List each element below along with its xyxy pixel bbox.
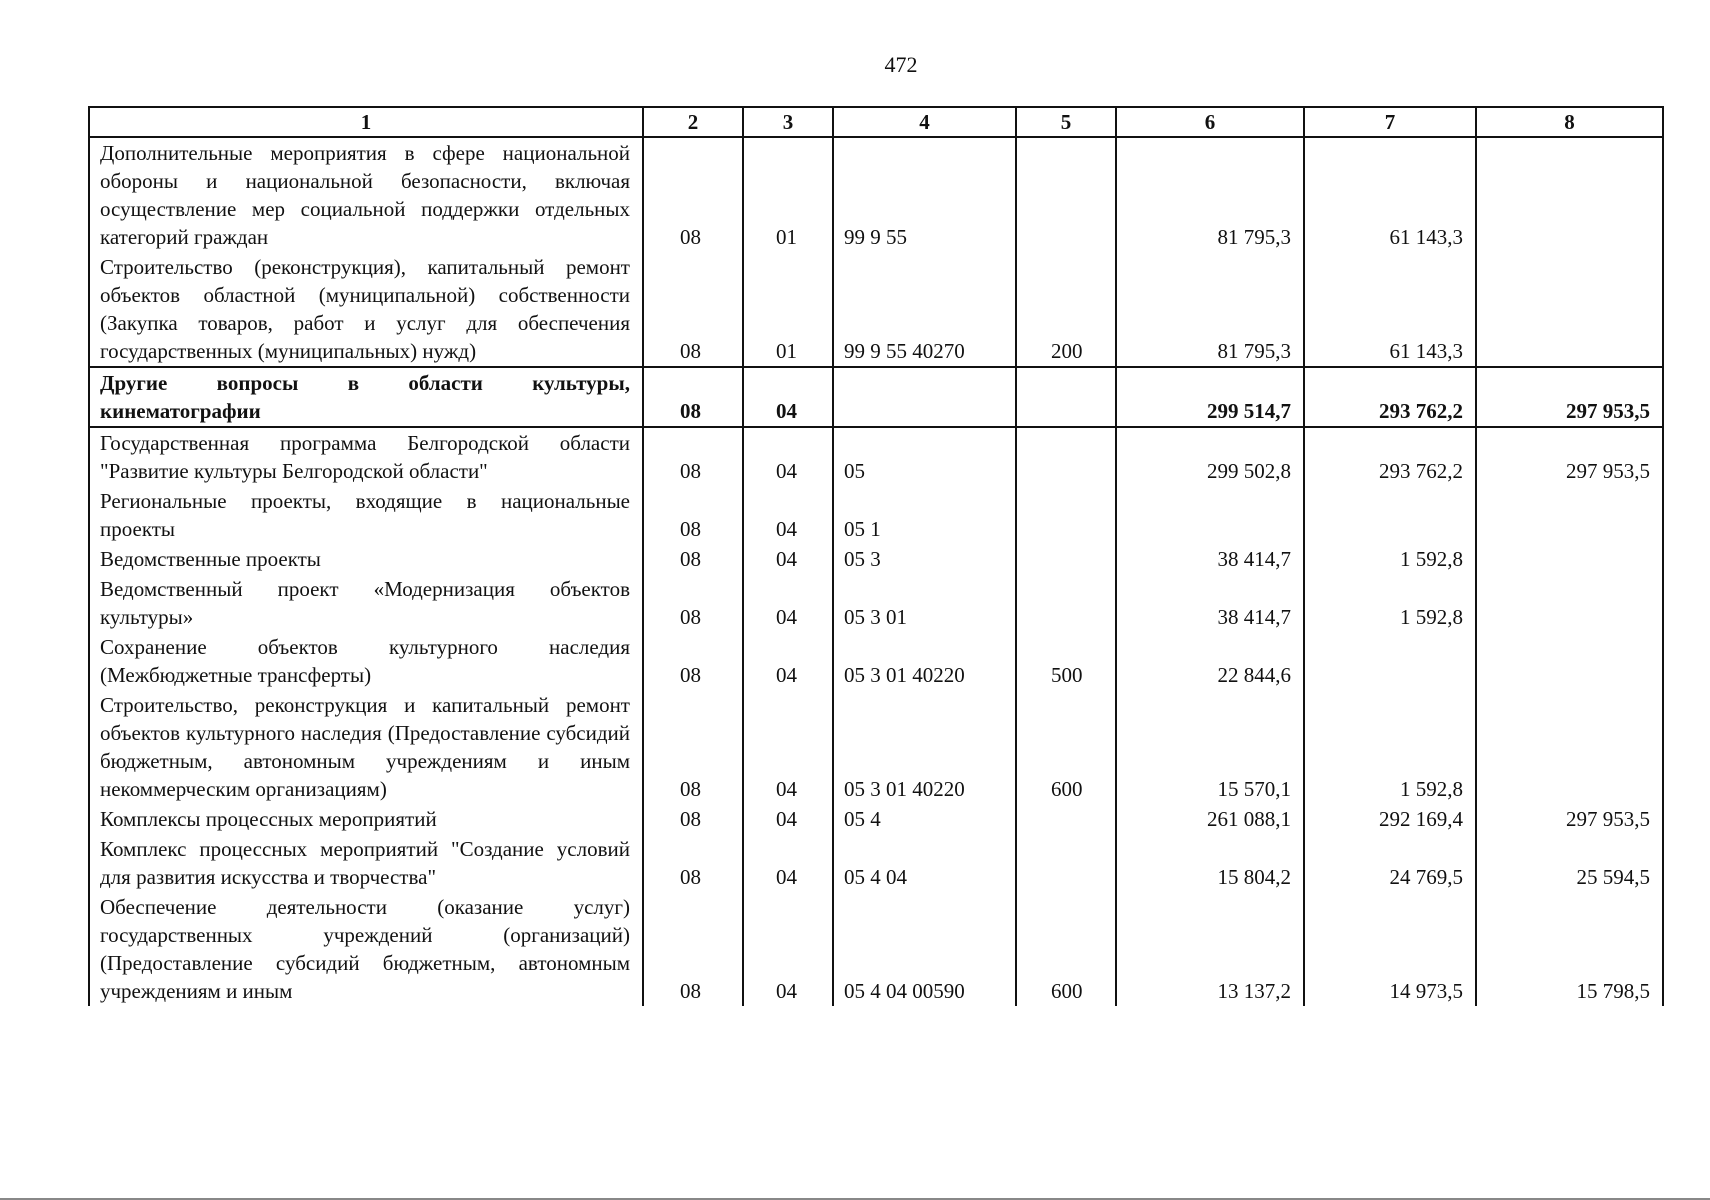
row-name: Сохранение объектов культурного наследия (Межбюджетные трансферты) bbox=[89, 632, 643, 690]
row-name-line1 bbox=[100, 369, 630, 397]
budget-table bbox=[88, 106, 1664, 1006]
row-amount-8: 297 953,5 bbox=[1476, 804, 1663, 834]
row-amount-6 bbox=[1116, 486, 1304, 544]
row-section: 08 bbox=[643, 367, 743, 427]
row-subsection: 04 bbox=[743, 544, 833, 574]
row-subsection: 04 bbox=[743, 427, 833, 486]
subtotal-word: в bbox=[347, 371, 360, 395]
row-section: 08 bbox=[643, 574, 743, 632]
row-expense-type bbox=[1016, 574, 1116, 632]
row-section: 08 bbox=[643, 892, 743, 1006]
row-name: Региональные проекты, входящие в национальные проекты bbox=[89, 486, 643, 544]
row-amount-6: 13 137,2 bbox=[1116, 892, 1304, 1006]
row-section: 08 bbox=[643, 252, 743, 367]
row-amount-7: 293 762,2 bbox=[1304, 427, 1476, 486]
row-subsection: 04 bbox=[743, 690, 833, 804]
row-amount-8: 297 953,5 bbox=[1476, 427, 1663, 486]
row-amount-6: 38 414,7 bbox=[1116, 574, 1304, 632]
row-name: Строительство, реконструкция и капитальный ремонт объектов культурного наследия (Предоставление субсидий бюджетным, автономным учреждениям и иным некоммерческим организациям) bbox=[89, 690, 643, 804]
row-name: Обеспечение деятельности (оказание услуг) государственных учреждений (организаций) (Предоставление субсидий бюджетным, автономным учреждениям и иным bbox=[89, 892, 643, 1006]
row-target-code: 99 9 55 40270 bbox=[833, 252, 1016, 367]
row-amount-6: 261 088,1 bbox=[1116, 804, 1304, 834]
col-header-1: 1 bbox=[89, 107, 643, 137]
row-subsection: 01 bbox=[743, 252, 833, 367]
row-amount-6: 38 414,7 bbox=[1116, 544, 1304, 574]
row-subsection: 04 bbox=[743, 574, 833, 632]
row-amount-8 bbox=[1476, 137, 1663, 252]
table-row bbox=[89, 544, 1663, 574]
row-target-code: 05 3 01 40220 bbox=[833, 690, 1016, 804]
row-subsection: 04 bbox=[743, 804, 833, 834]
row-target-code: 99 9 55 bbox=[833, 137, 1016, 252]
row-amount-7: 24 769,5 bbox=[1304, 834, 1476, 892]
row-amount-7 bbox=[1304, 486, 1476, 544]
row-expense-type: 200 bbox=[1016, 252, 1116, 367]
row-amount-7: 293 762,2 bbox=[1304, 367, 1476, 427]
row-amount-7: 1 592,8 bbox=[1304, 544, 1476, 574]
row-name: Строительство (реконструкция), капитальный ремонт объектов областной (муниципальной) собственности (Закупка товаров, работ и услуг для обеспечения государственных (муниципальных) нужд) bbox=[89, 252, 643, 367]
row-name: Ведомственные проекты bbox=[89, 544, 643, 574]
row-amount-6: 22 844,6 bbox=[1116, 632, 1304, 690]
row-amount-7: 61 143,3 bbox=[1304, 252, 1476, 367]
table-row bbox=[89, 804, 1663, 834]
row-subsection: 04 bbox=[743, 632, 833, 690]
header-row bbox=[89, 107, 1663, 137]
table-row bbox=[89, 486, 1663, 544]
row-amount-6: 15 804,2 bbox=[1116, 834, 1304, 892]
col-header-3: 3 bbox=[743, 107, 833, 137]
table-row bbox=[89, 834, 1663, 892]
col-header-5: 5 bbox=[1016, 107, 1116, 137]
row-expense-type bbox=[1016, 427, 1116, 486]
row-amount-7: 292 169,4 bbox=[1304, 804, 1476, 834]
page-number: 472 bbox=[884, 52, 918, 77]
row-subsection: 04 bbox=[743, 486, 833, 544]
row-name: Дополнительные мероприятия в сфере национальной обороны и национальной безопасности, включая осуществление мер социальной поддержки отдельных категорий граждан bbox=[89, 137, 643, 252]
row-amount-6: 81 795,3 bbox=[1116, 137, 1304, 252]
col-header-7: 7 bbox=[1304, 107, 1476, 137]
table-row bbox=[89, 427, 1663, 486]
row-section: 08 bbox=[643, 427, 743, 486]
subtotal-word: вопросы bbox=[216, 371, 299, 395]
row-target-code: 05 4 04 00590 bbox=[833, 892, 1016, 1006]
row-expense-type bbox=[1016, 486, 1116, 544]
row-target-code: 05 1 bbox=[833, 486, 1016, 544]
table-row bbox=[89, 892, 1663, 1006]
row-section: 08 bbox=[643, 804, 743, 834]
row-expense-type: 500 bbox=[1016, 632, 1116, 690]
table-row bbox=[89, 252, 1663, 367]
row-amount-8: 297 953,5 bbox=[1476, 367, 1663, 427]
row-target-code: 05 3 01 bbox=[833, 574, 1016, 632]
row-target-code bbox=[833, 367, 1016, 427]
col-header-2: 2 bbox=[643, 107, 743, 137]
row-expense-type bbox=[1016, 834, 1116, 892]
row-expense-type bbox=[1016, 804, 1116, 834]
row-amount-8 bbox=[1476, 252, 1663, 367]
row-section: 08 bbox=[643, 544, 743, 574]
row-target-code: 05 3 01 40220 bbox=[833, 632, 1016, 690]
row-expense-type bbox=[1016, 544, 1116, 574]
col-header-8: 8 bbox=[1476, 107, 1663, 137]
row-amount-6: 15 570,1 bbox=[1116, 690, 1304, 804]
row-amount-6: 299 502,8 bbox=[1116, 427, 1304, 486]
row-section: 08 bbox=[643, 137, 743, 252]
row-amount-8 bbox=[1476, 632, 1663, 690]
row-name: Государственная программа Белгородской области "Развитие культуры Белгородской области" bbox=[89, 427, 643, 486]
row-expense-type: 600 bbox=[1016, 690, 1116, 804]
row-section: 08 bbox=[643, 632, 743, 690]
row-amount-8 bbox=[1476, 690, 1663, 804]
row-amount-8 bbox=[1476, 486, 1663, 544]
row-section: 08 bbox=[643, 834, 743, 892]
table-row bbox=[89, 690, 1663, 804]
row-amount-7: 61 143,3 bbox=[1304, 137, 1476, 252]
row-amount-7 bbox=[1304, 632, 1476, 690]
row-amount-8 bbox=[1476, 544, 1663, 574]
subtotal-word: Другие bbox=[100, 371, 168, 395]
row-amount-8 bbox=[1476, 574, 1663, 632]
row-amount-8: 25 594,5 bbox=[1476, 834, 1663, 892]
row-name: Комплекс процессных мероприятий "Создание условий для развития искусства и творчества" bbox=[89, 834, 643, 892]
subtotal-word: области bbox=[408, 371, 483, 395]
subtotal-word: культуры, bbox=[532, 371, 630, 395]
row-target-code: 05 3 bbox=[833, 544, 1016, 574]
row-target-code: 05 4 bbox=[833, 804, 1016, 834]
row-expense-type: 600 bbox=[1016, 892, 1116, 1006]
table-row bbox=[89, 137, 1663, 252]
col-header-6: 6 bbox=[1116, 107, 1304, 137]
row-subsection: 01 bbox=[743, 137, 833, 252]
table-row bbox=[89, 632, 1663, 690]
row-expense-type bbox=[1016, 367, 1116, 427]
row-amount-6: 81 795,3 bbox=[1116, 252, 1304, 367]
row-amount-8: 15 798,5 bbox=[1476, 892, 1663, 1006]
row-subsection: 04 bbox=[743, 892, 833, 1006]
table-row bbox=[89, 574, 1663, 632]
row-target-code: 05 4 04 bbox=[833, 834, 1016, 892]
table-row-subtotal bbox=[89, 367, 1663, 427]
row-name: Ведомственный проект «Модернизация объектов культуры» bbox=[89, 574, 643, 632]
row-name-line2: кинематографии bbox=[100, 399, 261, 423]
row-expense-type bbox=[1016, 137, 1116, 252]
row-amount-7: 1 592,8 bbox=[1304, 690, 1476, 804]
row-section: 08 bbox=[643, 486, 743, 544]
row-name: Комплексы процессных мероприятий bbox=[89, 804, 643, 834]
row-section: 08 bbox=[643, 690, 743, 804]
row-amount-7: 1 592,8 bbox=[1304, 574, 1476, 632]
col-header-4: 4 bbox=[833, 107, 1016, 137]
row-name bbox=[89, 367, 643, 427]
row-amount-6: 299 514,7 bbox=[1116, 367, 1304, 427]
row-target-code: 05 bbox=[833, 427, 1016, 486]
row-subsection: 04 bbox=[743, 367, 833, 427]
row-amount-7: 14 973,5 bbox=[1304, 892, 1476, 1006]
row-subsection: 04 bbox=[743, 834, 833, 892]
